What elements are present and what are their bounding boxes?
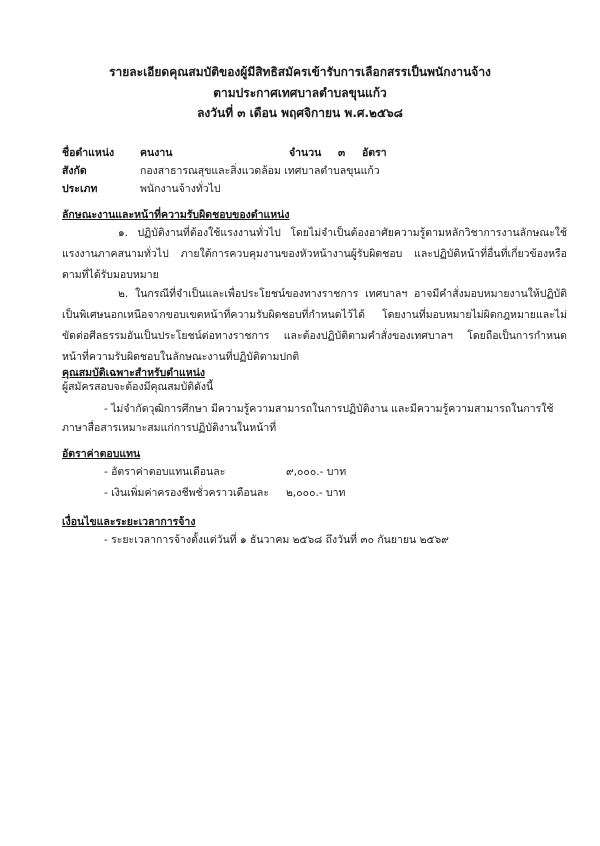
conditions-heading: เงื่อนไขและระยะเวลาการจ้าง [62, 516, 196, 528]
compensation-item2-value: ๒,๐๐๐.- บาท [286, 487, 346, 499]
compensation-item2-label: - เงินเพิ่มค่าครองชีพชั่วคราวเดือนละ [104, 487, 269, 499]
conditions-item-1: - ระยะเวลาการจ้างตั้งแต่วันที่ ๑ ธันวาคม ๒๕๖๘ ถึงวันที่ ๓๐ กันยายน ๒๕๖๙ [104, 534, 449, 546]
count-label: จำนวน [289, 147, 322, 159]
qualifications-heading: คุณสมบัติเฉพาะสำหรับตำแหน่ง [62, 367, 206, 379]
document-title-line1: รายละเอียดคุณสมบัติของผู้มีสิทธิสมัครเข้ารับการเลือกสรรเป็นพนักงานจ้าง [109, 65, 491, 79]
position-value: คนงาน [140, 147, 173, 159]
document-title-line2: ตามประกาศเทศบาลตำบลขุนแก้ว [213, 86, 387, 100]
department-value: กองสาธารณสุขและสิ่งแวดล้อม เทศบาลตำบลขุนแก้ว [140, 165, 380, 177]
compensation-heading: อัตราค่าตอบแทน [62, 448, 141, 460]
qualifications-item-line2: ภาษาสื่อสารเหมาะสมแก่การปฏิบัติงานในหน้าที่ [62, 422, 277, 434]
position-label: ชื่อตำแหน่ง [62, 147, 115, 159]
compensation-item1-label: - อัตราค่าตอบแทนเดือนละ [104, 466, 226, 478]
type-value: พนักงานจ้างทั่วไป [140, 183, 221, 195]
duties-item-2: ๒. ในกรณีที่จำเป็นและเพื่อประโยชน์ของทางราชการ เทศบาลฯ อาจมีคำสั่งมอบหมายงานให้ปฏิบัติเป็นพิเศษนอกเหนือจากขอบเขตหน้าที่ความรับผิดชอบที่กำหนดไว้ได้ โดยงานที่มอบหมายไม่ผิดกฎหมายและไม่ขัดต่อศีลธรรมอันเป็นประโยชน์ต่อทางราชการ และต้องปฏิบัติตามคำสั่งของเทศบาลฯ โดยถือเป็นการกำหนดหน้าที่ความรับผิดชอบในลักษณะงานที่ปฏิบัติตามปกติ [62, 288, 567, 363]
count-unit: อัตรา [362, 147, 387, 159]
document-title-line3: ลงวันที่ ๓ เดือน พฤศจิกายน พ.ศ.๒๕๖๘ [197, 106, 403, 120]
count-value: ๓ [338, 147, 346, 159]
compensation-item1-value: ๙,๐๐๐.- บาท [286, 466, 347, 478]
qualifications-intro: ผู้สมัครสอบจะต้องมีคุณสมบัติดังนี้ [62, 381, 214, 393]
duties-item-1: ๑. ปฏิบัติงานที่ต้องใช้แรงงานทั่วไป โดยไม่จำเป็นต้องอาศัยความรู้ตามหลักวิชาการงานลักษณะใช้แรงงานภาคสนามทั่วไป ภายใต้การควบคุมงานของหัวหน้างานผู้รับผิดชอบ และปฏิบัติหน้าที่อื่นที่เกี่ยวข้องหรือตามที่ได้รับมอบหมาย [62, 227, 567, 281]
qualifications-item-line1: - ไม่จำกัดวุฒิการศึกษา มีความรู้ความสามารถในการปฏิบัติงาน และมีความรู้ความสามารถในการใช้ [104, 403, 554, 415]
department-label: สังกัด [62, 165, 87, 177]
duties-heading: ลักษณะงานและหน้าที่ความรับผิดชอบของตำแหน่ง [62, 209, 290, 221]
type-label: ประเภท [62, 183, 98, 195]
